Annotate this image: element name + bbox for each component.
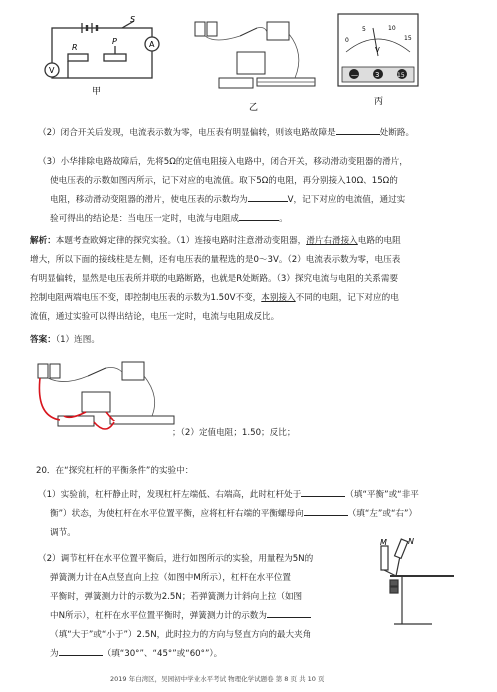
q20-p2-line3: 平衡时，弹簧测力计的示数为2.5N；若弹簧测力计斜向上拉（如图	[50, 592, 303, 602]
analysis-line3: 有明显偏转，显然是电压表所并联的电路断路，也就是R处断路。（3）探究电流与电阻的关系需要	[30, 274, 399, 284]
lever-label-n: N	[408, 537, 414, 546]
circuit-diagram-jia	[30, 14, 170, 96]
ammeter-label: A	[149, 40, 155, 49]
q20-p2-line2: 弹簧测力计在A点竖直向上拉（如图中M所示），杠杆在水平位置	[50, 573, 292, 583]
q3-line2: 使电压表的示数如图丙所示，记下对应的电流值。取下5Ω的电阻，再分别接入10Ω、15Ω的	[50, 176, 398, 186]
q20-reading-blank[interactable]	[267, 608, 311, 618]
q20-angle-blank[interactable]	[59, 646, 103, 656]
q20-title: 20．在“探究杠杆的平衡条件”的实验中：	[36, 466, 194, 476]
analysis-line4: 控制电阻两端电压不变，即控制电压表的示数为1.50V不变，本别接入不同的电阻，记下对应的电	[30, 293, 399, 303]
resistor-label: R	[72, 43, 78, 52]
scale-15: 15	[404, 35, 412, 42]
rheostat-label: P	[112, 37, 117, 46]
lever-figure	[372, 536, 464, 632]
q20-p2-line1: （2）调节杠杆在水平位置平衡后，进行如图所示的实验，用量程为5N的	[38, 554, 314, 564]
q20-p1-line1: （1）实验前，杠杆静止时，发现杠杆左端低、右端高，此时杠杆处于 （填“平衡”或“非平	[38, 486, 419, 505]
terminal-3: 3	[375, 71, 380, 79]
q20-p1-line2: 衡”）状态，为使杠杆在水平位置平衡，应将杠杆右端的平衡螺母向 （填“左”或“右”）	[50, 505, 417, 524]
q3-line1: （3）小华排除电路故障后，先将5Ω的定值电阻接入电路中，闭合开关，移动滑动变阻器的滑片，	[38, 157, 408, 167]
q2-blank[interactable]	[336, 125, 380, 135]
voltmeter-label: V	[49, 66, 55, 75]
analysis-line1: 解析：本题考查欧姆定律的探究实验。（1）连接电路时注意滑动变阻器，滑片右滑接入电路的电阻	[30, 236, 401, 246]
q20-p1-line3: 调节。	[50, 528, 76, 538]
scale-10: 10	[388, 25, 396, 32]
analysis-line2: 增大，所以下面的接线柱是左侧，还有电压表的量程选的是0～3V。（2）电流表示数为零，电压表	[30, 255, 401, 265]
terminal-neg: —	[351, 71, 358, 79]
answer-line: 答案：（1）连图。	[30, 335, 100, 345]
figure-label-yi: 乙	[249, 103, 259, 113]
q20-p2-line5: （填“大于”或“小于”）2.5N，此时拉力的方向与竖直方向的最大夹角	[50, 630, 312, 640]
q2-line: （2）闭合开关后发现，电流表示数为零，电压表有明显偏转，则该电路故障是 处断路。	[38, 124, 414, 143]
terminal-15: 15	[397, 72, 405, 79]
q3-line3: 电阻，移动滑动变阻器的滑片，使电压表的示数均为 V，记下对应的电流值，通过实	[50, 191, 405, 210]
voltmeter-bing	[336, 12, 428, 110]
figure-label-jia: 甲	[92, 87, 102, 96]
switch-label: S	[130, 15, 136, 24]
scale-0: 0	[345, 37, 349, 44]
figure-label-bing: 丙	[374, 97, 384, 107]
q3-line4: 验可得出的结论是：当电压一定时，电流与电阻成 。	[50, 210, 288, 229]
answer-tail: ；（2）定值电阻；1.50；反比；	[172, 428, 296, 438]
q3-voltage-blank[interactable]	[248, 192, 288, 202]
answer-circuit-diagram	[30, 356, 180, 438]
page-footer: 2019 年白湾区，吴园初中学业水平考试 物理化学试题卷 第 8 页 共 10 页	[110, 675, 325, 683]
scale-5: 5	[362, 26, 366, 33]
q20-direction-blank[interactable]	[304, 506, 348, 516]
analysis-line5: 流值，通过实验可以得出结论，电压一定时，电流与电阻成反比。	[30, 312, 280, 322]
meter-unit: V	[375, 46, 380, 54]
q3-relation-blank[interactable]	[239, 211, 279, 221]
lever-label-m: M	[380, 538, 387, 547]
q20-p2-line6: 为 （填“30°”、“45°”或“60°”）。	[50, 645, 222, 664]
circuit-photo-yi	[185, 14, 320, 116]
q20-state-blank[interactable]	[301, 487, 345, 497]
q20-p2-line4: 中N所示），杠杆在水平位置平衡时，弹簧测力计的示数为	[50, 607, 311, 626]
